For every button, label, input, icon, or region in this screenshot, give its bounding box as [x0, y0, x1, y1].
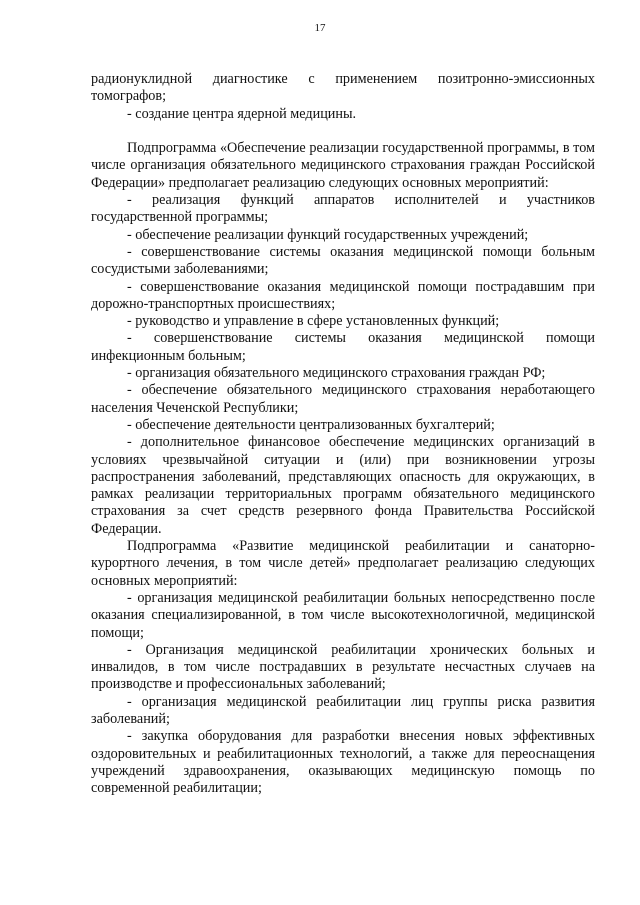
paragraph-8: - руководство и управление в сфере установленных функций; — [127, 313, 500, 330]
paragraph-15: - организация медицинской реабилитации больных непосредственно после оказания специализированной, в том числе высокотехнологичной, медицинской помощи; — [91, 589, 595, 641]
paragraph-12: - обеспечение деятельности централизованных бухгалтерий; — [127, 416, 495, 433]
body-text — [91, 71, 595, 797]
paragraph-11: - обеспечение обязательного медицинского страхования неработающего населения Чеченской Республики; — [91, 382, 595, 416]
paragraph-3: Подпрограмма «Обеспечение реализации государственной программы, в том числе организация обязательного медицинского страхования граждан Российской Федерации» предполагает реализацию следующих основных мероприятий: — [91, 140, 595, 191]
paragraph-18: - закупка оборудования для разработки внесения новых эффективных оздоровительных и реабилитационных технологий, а также для переоснащения учреждений здравоохранения, оказывающих медицинскую помощь по современной реабилитации; — [91, 728, 595, 797]
paragraph-9: - совершенствование системы оказания медицинской помощи инфекционным больным; — [91, 330, 595, 364]
paragraph-2: - создание центра ядерной медицины. — [127, 105, 357, 122]
paragraph-14: Подпрограмма «Развитие медицинской реабилитации и санаторно-курортного лечения, в том числе детей» предполагает реализацию следующих основных мероприятий: — [91, 538, 595, 589]
paragraph-17: - организация медицинской реабилитации лиц группы риска развития заболеваний; — [91, 693, 595, 727]
paragraph-4: - реализация функций аппаратов исполнителей и участников государственной программы; — [91, 192, 595, 226]
paragraph-1: радионуклидной диагностике с применением позитронно-эмиссионных томографов; — [91, 71, 595, 105]
paragraph-13: - дополнительное финансовое обеспечение медицинских организаций в условиях чрезвычайной ситуации и (или) при возникновении угрозы распространения заболеваний, представляющих опасность для окружающих, в рамках реализации территориальных программ обязательного медицинского страхования за счет средств резервного фонда Правительства Российской Федерации. — [91, 434, 595, 537]
page-number: 17 — [314, 22, 326, 34]
paragraph-10: - организация обязательного медицинского страхования граждан РФ; — [127, 365, 546, 382]
paragraph-7: - совершенствование оказания медицинской помощи пострадавшим при дорожно-транспортных происшествиях; — [91, 278, 595, 312]
paragraph-5: - обеспечение реализации функций государственных учреждений; — [127, 226, 529, 243]
paragraph-16: - Организация медицинской реабилитации хронических больных и инвалидов, в том числе пострадавших в результате несчастных случаев на производстве и профессиональных заболеваний; — [91, 641, 595, 693]
paragraph-6: - совершенствование системы оказания медицинской помощи больным сосудистыми заболеваниями; — [91, 243, 595, 278]
